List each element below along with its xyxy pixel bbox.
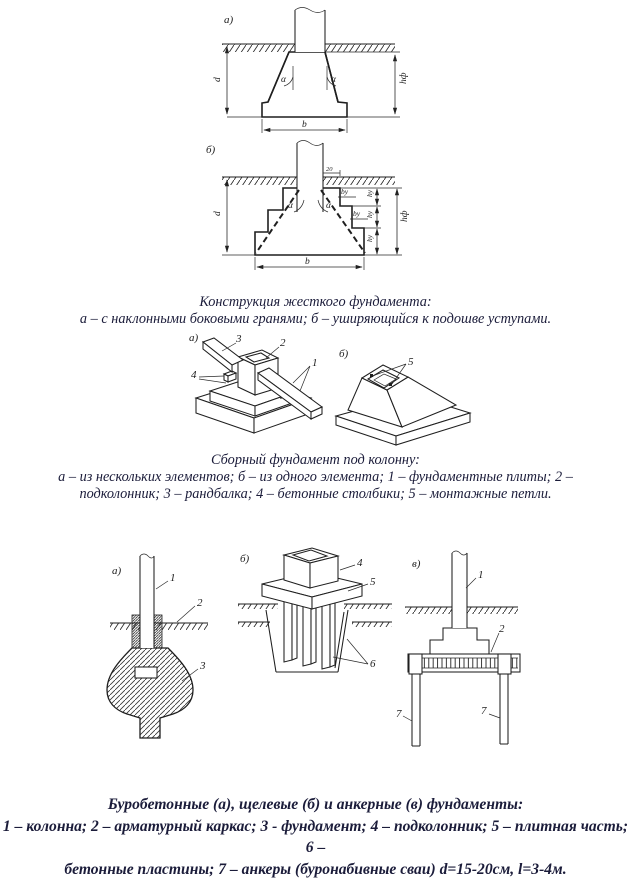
fig1b-alpha-right: α [326, 201, 332, 211]
fig3a-callout-1: 1 [170, 572, 176, 584]
fig2a-callout-4: 4 [191, 369, 197, 381]
fig3a-panel-label: а) [112, 565, 122, 577]
fig1b-dim-20: 20 [326, 166, 333, 173]
caption-rigid-line1: а – с наклонными боковыми гранями; б – уширяющийся к подошве уступами. [0, 311, 631, 328]
fig1a-panel-label: а) [224, 14, 234, 26]
caption-bottom-line2: бетонные пластины; 7 – анкеры (буронабивные сваи) d=15-20см, l=3-4м. [0, 859, 631, 880]
fig1b-dim-b: b [305, 257, 310, 267]
fig3b-callout-4: 4 [357, 557, 363, 569]
fig1b-alpha-left: α [288, 201, 294, 211]
fig2a-callout-2: 2 [280, 337, 286, 349]
fig1a-dim-d: d [213, 77, 223, 82]
fig-precast-multi-element [189, 332, 322, 433]
fig1a-alpha-right: α [331, 75, 337, 85]
caption-precast-foundation [0, 452, 631, 503]
fig2b-panel-label: б) [339, 348, 349, 360]
fig3v-callout-2: 2 [499, 623, 505, 635]
fig3b-callout-5: 5 [370, 576, 376, 588]
caption-rigid-title: Конструкция жесткого фундамента: [0, 294, 631, 311]
fig2a-callout-3: 3 [235, 333, 242, 345]
fig-bored-concrete-foundation [107, 554, 208, 738]
fig-anchor-foundation [396, 551, 520, 746]
fig1b-dim-hy3: hу [365, 234, 374, 242]
fig1b-dim-by1: bу [341, 187, 349, 196]
caption-precast-line2: подколонник; 3 – рандбалка; 4 – бетонные столбики; 5 – монтажные петли. [0, 486, 631, 503]
fig-rigid-foundation-stepped [206, 141, 410, 271]
fig3v-callout-7-left: 7 [396, 708, 402, 720]
caption-bottom-title: Буробетонные (а), щелевые (б) и анкерные (в) фундаменты: [0, 794, 631, 816]
fig1b-dim-hy1: hу [365, 189, 374, 197]
fig2b-callout-5: 5 [408, 356, 414, 368]
caption-bored-slot-anchor [0, 794, 631, 880]
fig3b-panel-label: б) [240, 553, 250, 565]
fig1b-panel-label: б) [206, 144, 216, 156]
caption-precast-line1: а – из нескольких элементов; б – из одного элемента; 1 – фундаментные плиты; 2 – [0, 469, 631, 486]
caption-bottom-line1: 1 – колонна; 2 – арматурный каркас; 3 - фундамент; 4 – подколонник; 5 – плитная часть; 6 – [0, 816, 631, 859]
caption-precast-title: Сборный фундамент под колонну: [0, 452, 631, 469]
fig3a-callout-3: 3 [199, 660, 206, 672]
fig2a-panel-label: а) [189, 332, 199, 344]
fig-rigid-foundation-sloped [213, 8, 409, 134]
fig3b-callout-6: 6 [370, 658, 376, 670]
fig1b-dim-d: d [213, 211, 223, 216]
fig1a-alpha-left: α [281, 75, 287, 85]
fig1a-dim-b: b [302, 120, 307, 130]
fig3v-callout-1: 1 [478, 569, 484, 581]
fig1b-dim-hf: hф [399, 210, 410, 222]
fig3v-panel-label: в) [412, 558, 421, 570]
fig1b-dim-by2: bу [353, 209, 361, 218]
fig1b-dim-hy2: hу [365, 210, 374, 218]
fig3v-callout-7-right: 7 [481, 705, 487, 717]
fig-slot-foundation [238, 548, 392, 672]
fig-precast-single-element [336, 348, 470, 445]
fig1a-dim-hf: hф [398, 72, 409, 84]
fig2a-callout-1: 1 [312, 357, 318, 369]
caption-rigid-foundation [0, 294, 631, 327]
fig3a-callout-2: 2 [197, 597, 203, 609]
